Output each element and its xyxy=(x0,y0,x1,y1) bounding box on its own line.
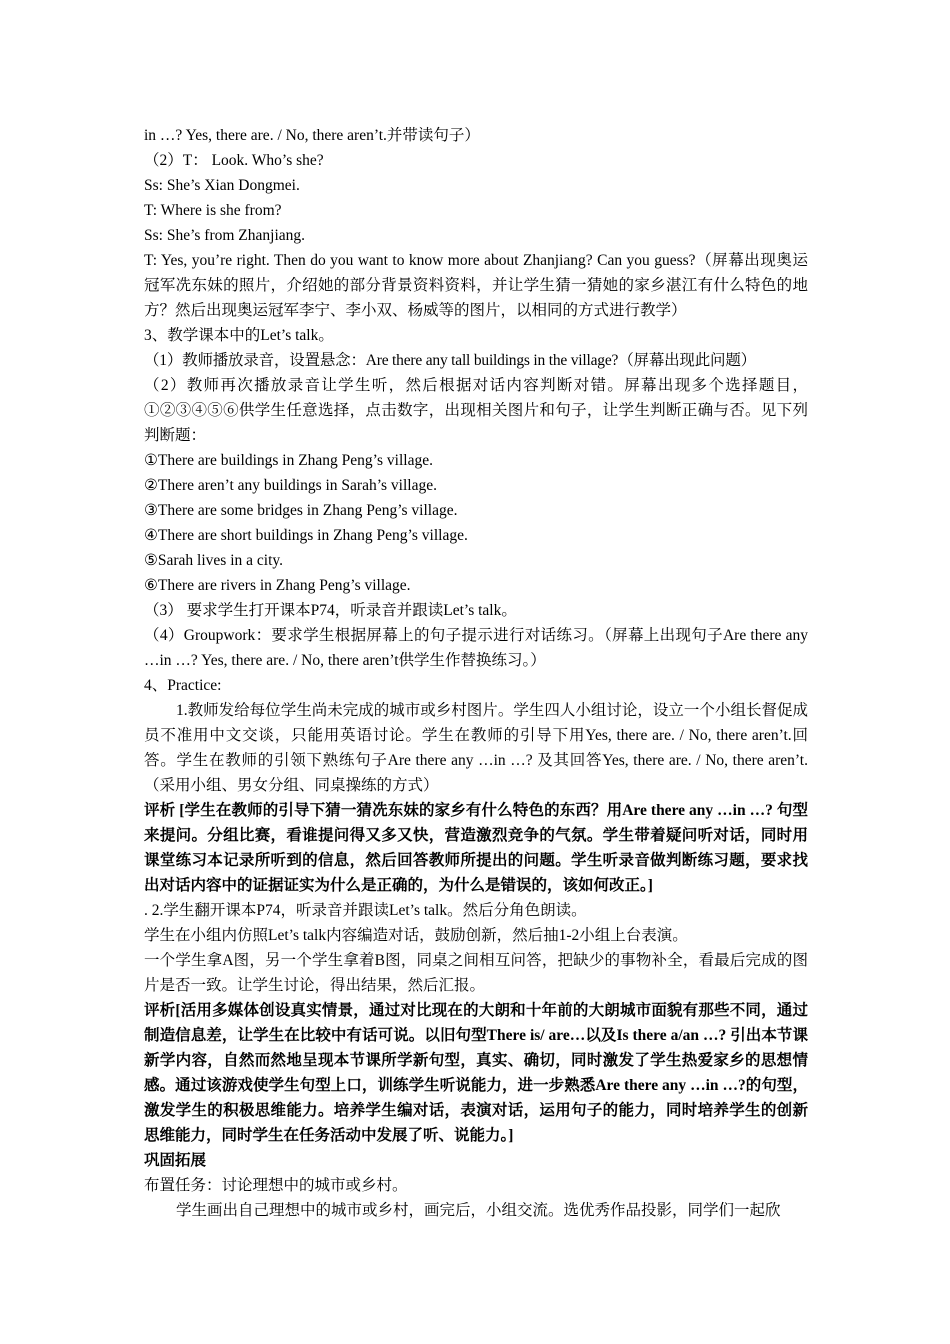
text-line: 学生画出自己理想中的城市或乡村，画完后，小组交流。选优秀作品投影，同学们一起欣 xyxy=(176,1202,781,1219)
step-4: （4）Groupwork：要求学生根据屏幕上的句子提示进行对话练习。（屏幕上出现句子Are there any …in …? Yes, there are. / No, there aren’t供学生作替换练习。） xyxy=(144,627,808,669)
document-page xyxy=(144,123,808,1223)
comment-paragraph: 评析 [学生在教师的引导下猜一猜冼东妹的家乡有什么特色的东西？用Are there any …in …? 句型来提问。分组比赛，看谁提问得又多又快，营造激烈竞争的气氛。学生带着疑问听对话，同时用课堂练习本记录所听到的信息，然后回答教师所提出的问题。学生听录音做判断练习题，要求找出对话内容中的证据证实为什么是正确的，为什么是错误的，该如何改正。] xyxy=(144,802,808,894)
step-2: （2）教师再次播放录音让学生听，然后根据对话内容判断对错。屏幕出现多个选择题目，①②③④⑤⑥供学生任意选择，点击数字，出现相关图片和句子，让学生判断正确与否。见下列判断题： xyxy=(144,377,808,444)
judgement-item: ③There are some bridges in Zhang Peng’s village. xyxy=(144,502,458,519)
judgement-item: ②There aren’t any buildings in Sarah’s village. xyxy=(144,477,437,494)
step-1: （1）教师播放录音，设置悬念：Are there any tall buildings in the village?（屏幕出现此问题） xyxy=(144,352,756,369)
comment-paragraph: 评析[活用多媒体创设真实情景，通过对比现在的大朗和十年前的大朗城市面貌有那些不同，通过制造信息差，让学生在比较中有话可说。以旧句型There is/ are…以及Is there a/an …? 引出本节课新学内容，自然而然地呈现本节课所学新句型，真实、确切，同时激发了学生热爱家乡的思想情感。通过该游戏使学生句型上口，训练学生听说能力，进一步熟悉Are there any …in …?的句型，激发学生的积极思维能力。培养学生编对话，表演对话，运用句子的能力，同时培养学生的创新思维能力，同时学生在任务活动中发展了听、说能力。] xyxy=(144,1002,808,1144)
text-line: Ss: She’s Xian Dongmei. xyxy=(144,177,300,194)
practice-paragraph: . 2.学生翻开课本P74，听录音并跟读Let’s talk。然后分角色朗读。 xyxy=(144,902,587,919)
text-line: （2）T： Look. Who’s she? xyxy=(144,152,324,169)
text-line: T: Where is she from? xyxy=(144,202,282,219)
section-heading: 3、教学课本中的Let’s talk。 xyxy=(144,327,334,344)
task-line: 布置任务：讨论理想中的城市或乡村。 xyxy=(144,1177,408,1194)
text-line: Ss: She’s from Zhanjiang. xyxy=(144,227,306,244)
practice-paragraph: 学生在小组内仿照Let’s talk内容编造对话，鼓励创新，然后抽1-2小组上台表演。 xyxy=(144,927,688,944)
judgement-item: ⑤Sarah lives in a city. xyxy=(144,552,284,569)
judgement-item: ④There are short buildings in Zhang Peng’s village. xyxy=(144,527,468,544)
text-line: in …? Yes, there are. / No, there aren’t.并带读句子） xyxy=(144,127,480,144)
step-3: （3） 要求学生打开课本P74，听录音并跟读Let’s talk。 xyxy=(144,602,517,619)
section-heading: 巩固拓展 xyxy=(144,1152,207,1169)
practice-paragraph: 一个学生拿A图，另一个学生拿着B图，同桌之间相互问答，把缺少的事物补全，看最后完成的图片是否一致。让学生讨论，得出结果，然后汇报。 xyxy=(144,952,808,994)
judgement-item: ⑥There are rivers in Zhang Peng’s village. xyxy=(144,577,411,594)
practice-paragraph: 1.教师发给每位学生尚未完成的城市或乡村图片。学生四人小组讨论，设立一个小组长督促成员不准用中文交谈，只能用英语讨论。学生在教师的引导下用Yes, there are. / No, there aren’t.回答。学生在教师的引领下熟练句子Are there any …in …? 及其回答Yes, there are. / No, there aren’t.（采用小组、男女分组、同桌操练的方式） xyxy=(144,702,808,794)
teaching-paragraph: T: Yes, you’re right. Then do you want to know more about Zhanjiang? Can you guess?（屏幕出现奥运冠军冼东妹的照片，介绍她的部分背景资料资料，并让学生猜一猜她的家乡湛江有什么特色的地方？然后出现奥运冠军李宁、李小双、杨威等的图片，以相同的方式进行教学） xyxy=(144,252,808,319)
section-heading: 4、Practice: xyxy=(144,677,222,694)
judgement-item: ①There are buildings in Zhang Peng’s village. xyxy=(144,452,433,469)
